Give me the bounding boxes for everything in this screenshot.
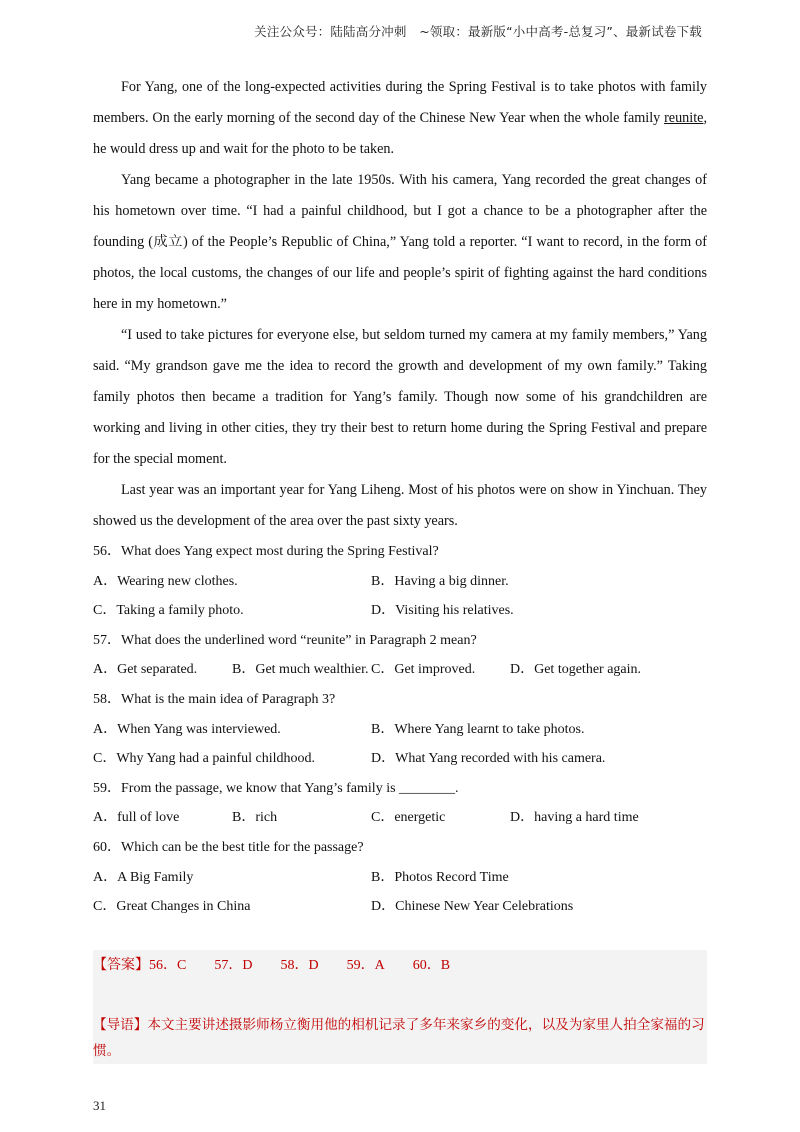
option-b: B．rich [232, 810, 278, 826]
question-60 [93, 833, 707, 922]
option-a: A．Wearing new clothes. [93, 573, 238, 589]
option-d: D．What Yang recorded with his camera. [371, 751, 606, 767]
answer-item: 59．A [346, 958, 385, 973]
answer-item: 60．B [412, 958, 451, 973]
answer-key [93, 955, 450, 977]
answer-section [93, 950, 707, 1064]
paragraph-4: Last year was an important year for Yang Liheng. Most of his photos were on show in Yinchuan. They showed us the development of the area over the past sixty years. [93, 482, 707, 529]
option-b: B．Having a big dinner. [371, 573, 509, 589]
option-d: D．having a hard time [510, 810, 639, 826]
paragraph-1-text-start: For Yang, one of the long-expected activities during the Spring Festival is to take photos with family members. On the early morning of the second day of the Chinese New Year when the whole family [93, 79, 707, 126]
answer-item: 56．C [149, 958, 187, 973]
page-number: 31 [93, 1098, 106, 1113]
reading-passage [93, 72, 707, 922]
option-c: C．Taking a family photo. [93, 603, 244, 619]
option-b: B．Photos Record Time [371, 869, 509, 885]
option-a: A．full of love [93, 810, 180, 826]
paragraph-1 [93, 72, 707, 165]
question-stem: 58．What is the main idea of Paragraph 3? [93, 691, 336, 707]
question-stem: 56．What does Yang expect most during the Spring Festival? [93, 544, 439, 559]
question-57 [93, 626, 707, 685]
question-56 [93, 537, 707, 626]
question-stem: 60．Which can be the best title for the passage? [93, 839, 364, 855]
paragraph-2: Yang became a photographer in the late 1950s. With his camera, Yang recorded the great changes of his hometown over time. “I had a painful childhood, but I got a chance to be a photographer after the founding (成立) of the People’s Republic of China,” Yang told a reporter. “I want to record, in the form of photos, the local customs, the changes of our life and people’s spirit of fighting against the hard conditions here in my hometown.” [93, 172, 707, 312]
question-58 [93, 685, 707, 774]
question-stem: 57．What does the underlined word “reunite” in Paragraph 2 mean? [93, 632, 477, 648]
question-stem: 59．From the passage, we know that Yang’s family is ________. [93, 780, 459, 796]
option-c: C．Why Yang had a painful childhood. [93, 751, 316, 767]
answer-item: 57．D [214, 958, 253, 973]
guide-text: 【导语】本文主要讲述摄影师杨立衡用他的相机记录了多年来家乡的变化，以及为家里人拍全家福的习惯。 [93, 1017, 705, 1059]
paragraph-1-text-end: , he would dress up and wait for the photo to be taken. [93, 110, 707, 157]
option-a: A．When Yang was interviewed. [93, 721, 281, 737]
option-d: D．Chinese New Year Celebrations [371, 899, 574, 915]
option-b: B．Where Yang learnt to take photos. [371, 721, 585, 737]
option-d: D．Visiting his relatives. [371, 603, 514, 619]
page-header: 关注公众号：陆陆高分冲刺 ~领取：最新版“小中高考-总复习”、最新试卷下载 [254, 24, 702, 39]
answer-item: 58．D [280, 958, 319, 973]
option-c: C．Great Changes in China [93, 899, 251, 915]
option-c: C．energetic [371, 810, 446, 826]
option-a: A．A Big Family [93, 869, 194, 885]
option-d: D．Get together again. [510, 662, 642, 678]
option-c: C．Get improved. [371, 662, 476, 678]
option-a: A．Get separated. [93, 662, 198, 678]
paragraph-3: “I used to take pictures for everyone else, but seldom turned my camera at my family members,” Yang said. “My grandson gave me the idea to record the growth and development of my own family.” Taking family photos then became a tradition for Yang’s family. Though now some of his grandchildren are working and living in other cities, they try their best to return home during the Spring Festival and prepare for the special moment. [93, 327, 707, 467]
answer-label: 【答案】 [93, 958, 149, 973]
question-59 [93, 774, 707, 833]
underlined-word: reunite [664, 110, 704, 126]
option-b: B．Get much wealthier. [232, 662, 369, 678]
